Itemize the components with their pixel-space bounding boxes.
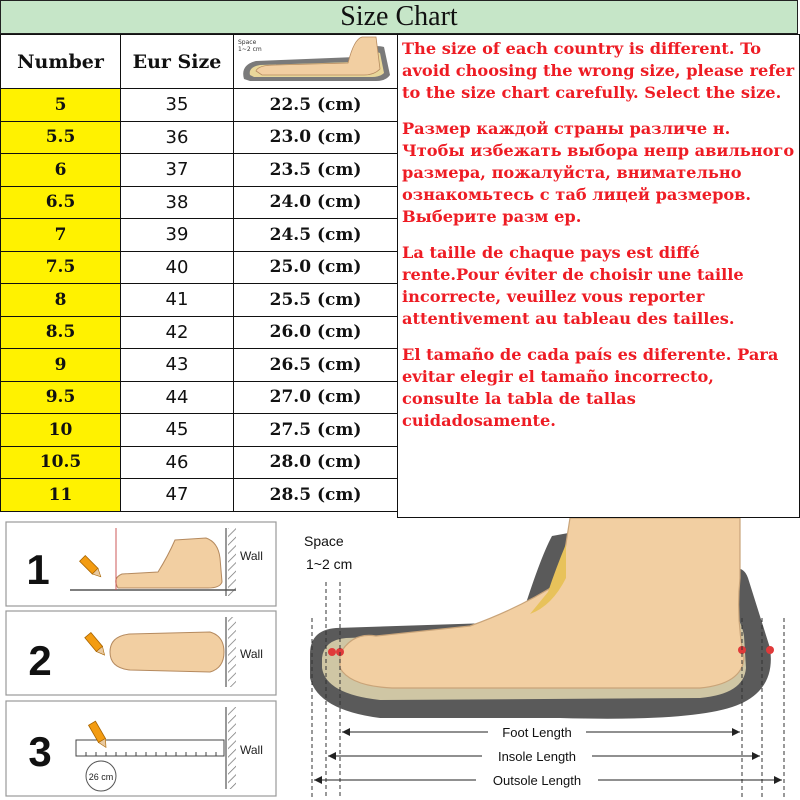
us-size-cell: 5 — [1, 89, 121, 122]
step-3-number: 3 — [28, 728, 52, 775]
size-table-body — [1, 89, 398, 512]
eur-size-cell: 40 — [121, 251, 234, 284]
insole-length-dimension — [328, 748, 760, 764]
us-size-cell: 7.5 — [1, 251, 121, 284]
table-row — [1, 154, 398, 187]
eur-size-cell: 46 — [121, 446, 234, 479]
size-table — [0, 34, 398, 512]
wall-icon — [228, 617, 236, 687]
foot-length-cell: 27.5 (cm) — [234, 414, 398, 447]
foot-length-label: Foot Length — [502, 725, 572, 740]
foot-length-cell: 24.5 (cm) — [234, 219, 398, 252]
instructions-french: La taille de chaque pays est diffé rente.Pour éviter de choisir une taille incorrecte, veuillez vous reporter attentivement au tableau des tailles. — [402, 243, 744, 328]
foot-length-cell: 25.5 (cm) — [234, 284, 398, 317]
eur-size-cell: 43 — [121, 349, 234, 382]
wall-label: Wall — [240, 743, 263, 757]
space-marker-dot — [766, 646, 774, 654]
insole-length-label: Insole Length — [497, 749, 577, 764]
foot-length-cell: 26.5 (cm) — [234, 349, 398, 382]
foot-length-cell: 28.5 (cm) — [234, 479, 398, 512]
eur-size-cell: 41 — [121, 284, 234, 317]
eur-size-cell: 36 — [121, 121, 234, 154]
space-label: Space — [304, 533, 344, 549]
outsole-length-dimension — [314, 772, 782, 788]
foot-length-cell: 23.0 (cm) — [234, 121, 398, 154]
eur-size-cell: 35 — [121, 89, 234, 122]
eur-size-cell: 44 — [121, 381, 234, 414]
mini-space-label: Space — [237, 39, 256, 46]
shoe-cross-section — [304, 518, 784, 798]
column-header-number: Number — [1, 35, 121, 89]
eur-size-cell: 47 — [121, 479, 234, 512]
us-size-cell: 6.5 — [1, 186, 121, 219]
step-3-panel — [6, 701, 276, 796]
us-size-cell: 10.5 — [1, 446, 121, 479]
column-header-foot-figure — [234, 35, 398, 89]
instructions-spanish: El tamaño de cada país es diferente. Para evitar elegir el tamaño incorrecto, consulte la tabla de tallas cuidadosamente. — [402, 345, 779, 430]
foot-length-dimension — [342, 724, 740, 740]
table-row — [1, 186, 398, 219]
us-size-cell: 9.5 — [1, 381, 121, 414]
us-size-cell: 9 — [1, 349, 121, 382]
us-size-cell: 8 — [1, 284, 121, 317]
table-row — [1, 121, 398, 154]
measurement-illustration — [0, 518, 800, 800]
us-size-cell: 10 — [1, 414, 121, 447]
table-row — [1, 251, 398, 284]
table-row — [1, 349, 398, 382]
mini-foot-shoe-icon — [236, 35, 396, 83]
foot-length-cell: 22.5 (cm) — [234, 89, 398, 122]
wall-icon — [228, 528, 236, 596]
foot-length-cell: 24.0 (cm) — [234, 186, 398, 219]
step-1-number: 1 — [26, 546, 50, 593]
outsole-length-label: Outsole Length — [492, 773, 582, 788]
size-instructions — [397, 34, 800, 518]
us-size-cell: 8.5 — [1, 316, 121, 349]
table-row — [1, 219, 398, 252]
eur-size-cell: 42 — [121, 316, 234, 349]
ruler-reading: 26 cm — [88, 772, 114, 782]
space-range: 1~2 cm — [306, 556, 353, 572]
table-header-row — [1, 35, 398, 89]
foot-top-icon — [110, 632, 224, 672]
us-size-cell: 11 — [1, 479, 121, 512]
us-size-cell: 7 — [1, 219, 121, 252]
eur-size-cell: 45 — [121, 414, 234, 447]
table-row — [1, 414, 398, 447]
step-2-number: 2 — [28, 637, 52, 684]
wall-icon — [228, 707, 236, 789]
instructions-english: The size of each country is different. To avoid choosing the wrong size, please refer to the size chart carefully. Select the size. — [402, 39, 795, 102]
wall-label: Wall — [240, 647, 263, 661]
foot-length-cell: 26.0 (cm) — [234, 316, 398, 349]
instructions-russian: Размер каждой страны различе н. Чтобы избежать выбора непр авильного размера, пожалуйста, внимательно ознакомьтесь с таб лицей размеров. Выберите разм ер. — [402, 119, 795, 226]
column-header-eur: Eur Size — [121, 35, 234, 89]
page-title: Size Chart — [340, 1, 458, 32]
eur-size-cell: 39 — [121, 219, 234, 252]
mini-space-range: 1~2 cm — [237, 46, 262, 53]
size-chart-title-bar — [0, 0, 798, 34]
table-row — [1, 381, 398, 414]
table-row — [1, 479, 398, 512]
table-row — [1, 89, 398, 122]
foot-length-cell: 25.0 (cm) — [234, 251, 398, 284]
us-size-cell: 5.5 — [1, 121, 121, 154]
wall-label: Wall — [240, 549, 263, 563]
eur-size-cell: 38 — [121, 186, 234, 219]
eur-size-cell: 37 — [121, 154, 234, 187]
step-2-panel — [6, 611, 276, 695]
space-marker-dot — [328, 648, 336, 656]
table-row — [1, 316, 398, 349]
us-size-cell: 6 — [1, 154, 121, 187]
table-row — [1, 446, 398, 479]
foot-length-cell: 23.5 (cm) — [234, 154, 398, 187]
table-row — [1, 284, 398, 317]
foot-length-cell: 27.0 (cm) — [234, 381, 398, 414]
foot-length-cell: 28.0 (cm) — [234, 446, 398, 479]
step-1-panel — [6, 522, 276, 606]
